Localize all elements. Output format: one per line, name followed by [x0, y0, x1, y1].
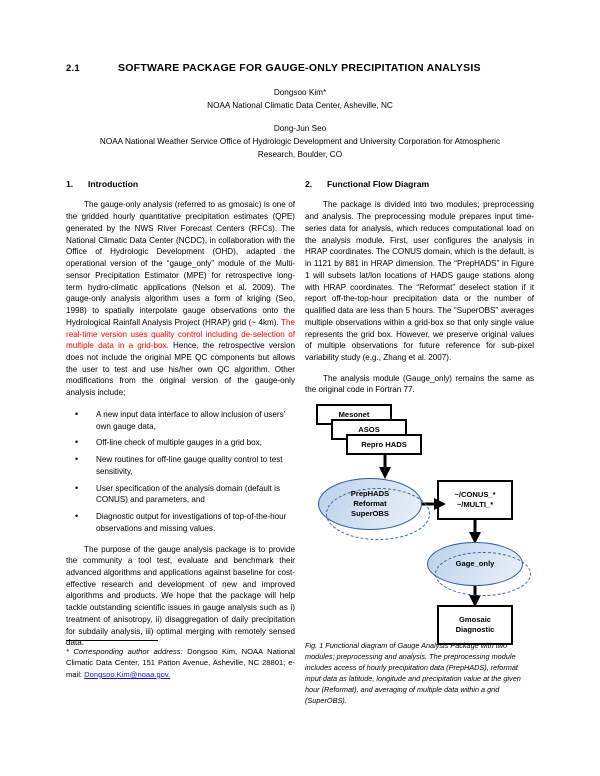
intro-text-highlighted: The real-time version uses quality control including de-selection of multiple data in a grid-box. [66, 317, 295, 351]
author-list [66, 87, 534, 162]
diagram-node-asos-label: ASOS [358, 424, 380, 434]
section-1-number: 1. [66, 179, 74, 189]
footnote-divider [66, 640, 158, 641]
purpose-paragraph: The purpose of the gauge analysis package is to provide the community a tool test, evaluate and benchmark their advanced algorithms and applications against baseline for cost-effective research and development of new and improved algorithms and products. We hope that the package will help tackle outstanding scientific issues in gauge analysis such as i) treatment of anisotropy, ii) disaggregation of daily precipitation for subdaily analysis, iii) optimal merging with remotely sensed data. [66, 544, 295, 648]
section-2-number: 2. [305, 179, 313, 189]
author-block-1 [66, 87, 534, 112]
diagram-node-prephads-label-3: SuperOBS [351, 509, 389, 518]
left-column [66, 178, 295, 658]
author-1-name: Dongsoo Kim* [273, 88, 327, 97]
diagram-node-conus-files [437, 480, 513, 520]
author-1-affiliation: NOAA National Climatic Data Center, Asheville, NC [207, 100, 393, 110]
section-2-title: Functional Flow Diagram [327, 179, 430, 189]
footnote-label: * Corresponding author address: [66, 647, 183, 656]
email-link[interactable]: Dongsoo.Kim@noaa.gov. [84, 669, 171, 679]
diagram-node-conus-label-2: ~/MULTI_* [456, 500, 494, 509]
figure-1-flow-diagram [305, 400, 534, 632]
diagram-node-gmosaic-diagnostic [437, 605, 513, 645]
section-heading-introduction [66, 178, 295, 190]
right-column [305, 178, 534, 405]
diagram-node-gmosaic-label-2: Diagnostic [455, 625, 495, 634]
diagram-node-prephads [318, 478, 422, 530]
list-item: • A new input data interface to allow inclusion of users’ own gauge data, [66, 409, 295, 432]
intro-paragraph [66, 199, 295, 398]
list-item: • Off-line check of multiple gauges in a grid box, [66, 437, 295, 449]
paper-section-number: 2.1 [66, 63, 80, 74]
diagram-node-repro-hads [346, 434, 422, 455]
author-2-affiliation-line2: Research, Boulder, CO [257, 149, 343, 159]
diagram-node-mesonet-label: Mesonet [338, 409, 370, 419]
arrow-repro-hads-to-prephads [375, 454, 395, 480]
diagram-node-gage-only [427, 542, 523, 586]
section-1-title: Introduction [88, 179, 139, 189]
list-item: • New routines for off-line gauge quality control to test sensitivity, [66, 454, 295, 477]
modifications-list [66, 409, 295, 535]
intro-text-post: Hence, the retrospective version does not include the original MPE QC components but allows the user to test and use his/her own QC algorithm. Other modifications from the original version of the gauge-only analysis include; [66, 341, 295, 398]
list-item: • Diagnostic output for investigations of top-of-the-hour observations and missing values. [66, 511, 295, 534]
figure-caption: Fig. 1 Functional diagram of Gauge Analysis Package with two modules; preprocessing and analysis. The preprocessing module includes access of hourly precipitation data (PrepHADS), reformat input data as latitude, longitude and precipitation value at the given hour (Reformat), and averaging of multiple data within a grid (SuperOBS). [305, 641, 521, 705]
author-2-name: Dong-Jun Seo [273, 124, 327, 134]
list-item: • User specification of the analysis domain (default is CONUS) and parameters, and [66, 483, 295, 506]
diagram-node-prephads-label-1: PrepHADS [350, 488, 390, 498]
title-row [66, 62, 534, 74]
modules-paragraph: The package is divided into two modules; preprocessing and analysis. The preprocessing module prepares input time-series data for analysis, which reduces computational load on the analysis module. First, user configures the analysis in HRAP coordinates. The CONUS domain, which is the default, is in 1121 by 881 in HRAP dimension. The “PrepHADS” in Figure 1 will subsets lat/lon locations of HADS gauge stations along with HRAP coordinates. The “Reformat” deselect station if it report off-the-top-hour precipitation data or the number of qualified data are less than 5 hours. The “SuperOBS” averages multiple observations within a grid-box so that only single value represents the grid box. However, we preserve original values of multiple observations for future reference for sub-pixel variability study (e.g., Zhang et al. 2007). [305, 200, 534, 362]
diagram-node-conus-label-1: ~/CONUS_* [454, 490, 496, 500]
diagram-node-prephads-label-2: Reformat [353, 498, 387, 508]
footnote [66, 640, 295, 680]
analysis-module-paragraph: The analysis module (Gauge_only) remains the same as the original code in Fortran 77. [305, 373, 534, 395]
footnote-text: Dongsoo Kim, NOAA National Climatic Data Center, 151 Patton Avenue, Asheville, NC 28801; e-mail: [66, 647, 295, 679]
page-title: SOFTWARE PACKAGE FOR GAUGE-ONLY PRECIPITATION ANALYSIS [118, 62, 481, 74]
author-2-affiliation-line1: NOAA National Weather Service Office of Hydrologic Development and University Corporation for Atmospheric [99, 137, 501, 147]
section-heading-functional-flow-diagram [305, 178, 534, 190]
diagram-node-gage-only-label: Gage_only [455, 558, 495, 568]
diagram-node-gmosaic-label-1: Gmosaic [458, 615, 492, 625]
diagram-node-repro-hads-label: Repro HADS [361, 439, 407, 449]
paper-header [66, 62, 534, 162]
intro-text-pre: The gauge-only analysis (referred to as gmosaic) is one of the gridded hourly quantitative precipitation estimates (QPE) generated by the NWS River Forecast Centers (RFCs). The National Climatic Data Center (NCDC), in collaboration with the Office of Hydrologic Development (OHD), adapted the operational version of the “gauge_only” module of the Multi-sensor Precipitation Estimator (MPE) for retrospective long-term hydro-climatic applications (Nelson et al. 2009). The gauge-only analysis algorithm uses a form of kriging (Seo, 1998) to spatially interpolate gauge observations onto the Hydrological Rainfall Analysis Project (HRAP) grid (~ 4km). [66, 200, 295, 327]
author-block-2 [66, 123, 534, 161]
